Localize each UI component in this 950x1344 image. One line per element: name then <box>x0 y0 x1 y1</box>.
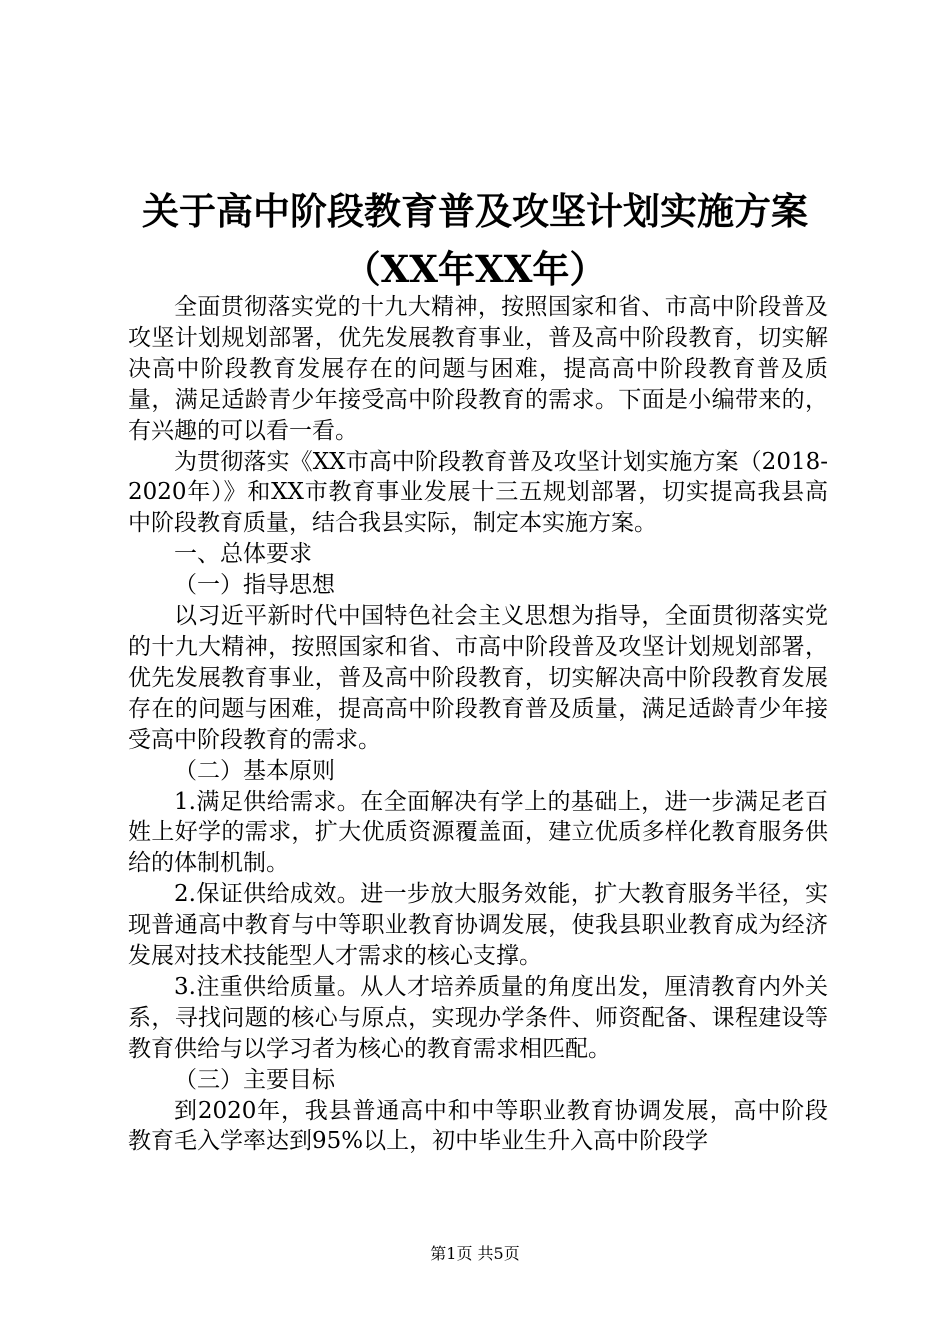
paragraph-principle-2: 2.保证供给成效。进一步放大服务效能，扩大教育服务半径，实现普通高中教育与中等职业教育协调发展，使我县职业教育成为经济发展对技术技能型人才需求的核心支撑。 <box>128 881 828 970</box>
paragraph-principle-1: 1.满足供给需求。在全面解决有学上的基础上，进一步满足老百姓上好学的需求，扩大优质资源覆盖面，建立优质多样化教育服务供给的体制机制。 <box>128 788 828 877</box>
subsection-heading-basic-principles: （二）基本原则 <box>174 757 335 784</box>
paragraph-purpose: 为贯彻落实《XX市高中阶段教育普及攻坚计划实施方案（2018-2020年）》和XX市教育事业发展十三五规划部署，切实提高我县高中阶段教育质量，结合我县实际，制定本实施方案。 <box>128 448 828 537</box>
document-title: 关于高中阶段教育普及攻坚计划实施方案（XX年XX年） <box>142 189 808 291</box>
document-body <box>128 292 828 1157</box>
page-footer: 第1页 共5页 <box>430 1244 520 1263</box>
section-heading-general-requirements: 一、总体要求 <box>174 541 312 568</box>
subsection-heading-main-goals: （三）主要目标 <box>174 1066 335 1093</box>
paragraph-intro: 全面贯彻落实党的十九大精神，按照国家和省、市高中阶段普及攻坚计划规划部署，优先发展教育事业，普及高中阶段教育，切实解决高中阶段教育发展存在的问题与困难，提高高中阶段教育普及质量，满足适龄青少年接受高中阶段教育的需求。下面是小编带来的，有兴趣的可以看一看。 <box>128 294 828 444</box>
paragraph-principle-3: 3.注重供给质量。从人才培养质量的角度出发，厘清教育内外关系，寻找问题的核心与原点，实现办学条件、师资配备、课程建设等教育供给与以学习者为核心的教育需求相匹配。 <box>128 973 828 1062</box>
paragraph-guiding-ideology: 以习近平新时代中国特色社会主义思想为指导，全面贯彻落实党的十九大精神，按照国家和省、市高中阶段普及攻坚计划规划部署，优先发展教育事业，普及高中阶段教育，切实解决高中阶段教育发展存在的问题与困难，提高高中阶段教育普及质量，满足适龄青少年接受高中阶段教育的需求。 <box>128 603 828 753</box>
paragraph-main-goals: 到2020年，我县普通高中和中等职业教育协调发展，高中阶段教育毛入学率达到95%以上，初中毕业生升入高中阶段学 <box>128 1097 828 1155</box>
subsection-heading-guiding-ideology: （一）指导思想 <box>174 572 335 599</box>
